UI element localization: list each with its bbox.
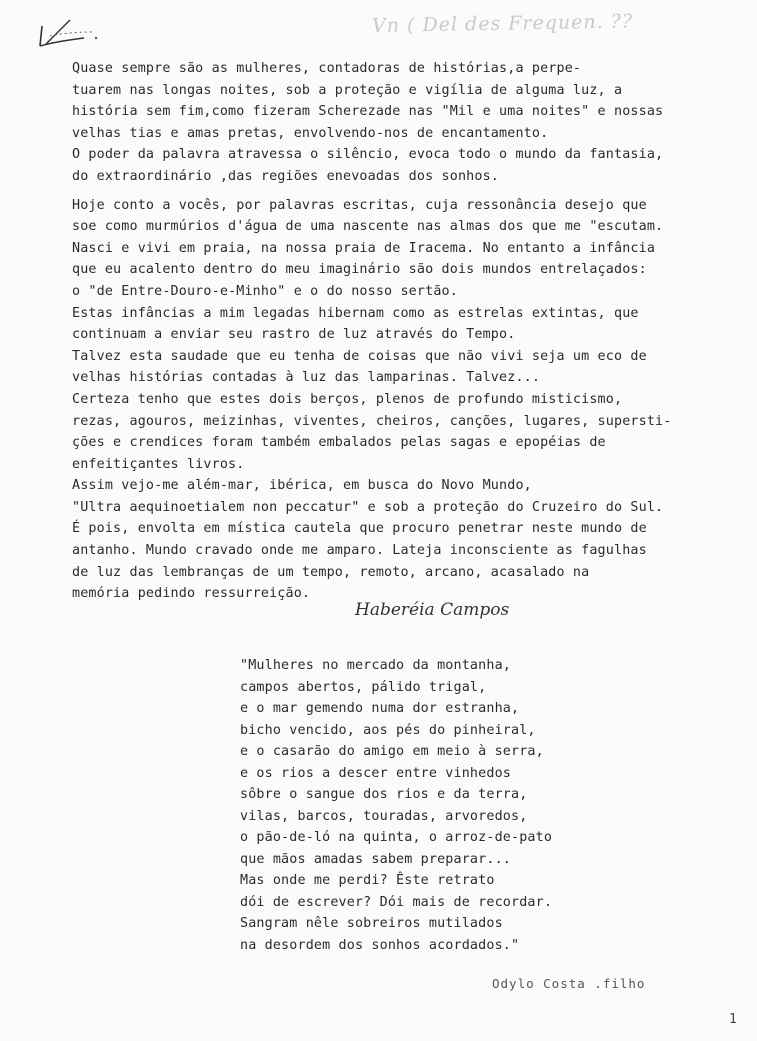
prose-line: o "de Entre-Douro-e-Minho" e o do nosso sertão. — [72, 283, 458, 299]
page-number: 1 — [729, 1012, 737, 1027]
poem-line: campos abertos, pálido trigal, — [240, 679, 487, 695]
poem-line: vilas, barcos, touradas, arvoredos, — [240, 808, 528, 824]
prose-line: soe como murmúrios d'água de uma nascente nas almas dos que me "escutam. — [72, 219, 664, 235]
prose-line: do extraordinário ,das regiões enevoadas dos sonhos. — [72, 168, 500, 184]
prose-line: O poder da palavra atravessa o silêncio, evoca todo o mundo da fantasia, — [72, 147, 664, 163]
handwritten-mark-icon — [34, 16, 104, 52]
poem-line: na desordem dos sonhos acordados." — [240, 937, 520, 953]
poem-line: Mas onde me perdi? Êste retrato — [240, 873, 495, 888]
prose-line: de luz das lembranças de um tempo, remoto, arcano, acasalado na — [72, 564, 590, 580]
prose-line: continuam a enviar seu rastro de luz através do Tempo. — [72, 327, 516, 343]
prose-line: velhas histórias contadas à luz das lamparinas. Talvez... — [72, 370, 541, 386]
prose-line: velhas tias e amas pretas, envolvendo-nos de encantamento. — [72, 125, 549, 141]
prose-line: antanho. Mundo cravado onde me amparo. Lateja inconsciente as fagulhas — [72, 543, 647, 559]
prose-line: Assim vejo-me além-mar, ibérica, em busca do Novo Mundo, — [72, 478, 532, 494]
poem-line: dói de escrever? Dói mais de recordar. — [240, 894, 553, 910]
prose-line: Talvez esta saudade que eu tenha de coisas que não vivi seja um eco de — [72, 348, 647, 364]
prose-line: enfeitiçantes livros. — [72, 456, 245, 472]
prose-line: rezas, agouros, meizinhas, viventes, cheiros, canções, lugares, supersti- — [72, 413, 672, 429]
prose-line: tuarem nas longas noites, sob a proteção e vigília de alguma luz, a — [72, 82, 623, 98]
poem-line: bicho vencido, aos pés do pinheiral, — [240, 722, 536, 738]
prose-line: Estas infâncias a mim legadas hibernam como as estrelas extintas, que — [72, 305, 639, 321]
poem-line: sôbre o sangue dos rios e da terra, — [240, 787, 528, 802]
poem-line: e o casarão do amigo em meio à serra, — [240, 744, 544, 759]
prose-line: Quase sempre são as mulheres, contadoras de histórias,a perpe- — [72, 61, 582, 76]
prose-line: que eu acalento dentro do meu imaginário são dois mundos entrelaçados: — [72, 262, 647, 278]
poem-line: Sangram nêle sobreiros mutilados — [240, 916, 503, 931]
poem-line: e o mar gemendo numa dor estranha, — [240, 701, 520, 716]
prose-line: ções e crendices foram também embalados pelas sagas e epopéias de — [72, 435, 606, 451]
prose-line: É pois, envolta em mística cautela que procuro penetrar neste mundo de — [72, 521, 647, 537]
author-signature: Haberéia Campos — [355, 600, 510, 620]
poem-epigraph — [240, 655, 660, 956]
poem-author: Odylo Costa .filho — [492, 976, 646, 991]
prose-line: Nasci e vivi em praia, na nossa praia de Iracema. No entanto a infância — [72, 240, 656, 256]
poem-line: que mãos amadas sabem preparar... — [240, 851, 511, 867]
handwritten-header-note: Vn ( Del des Frequen. ?? — [371, 10, 634, 37]
prose-line: memória pedindo ressurreição. — [72, 586, 311, 602]
prose-line: história sem fim,como fizeram Scherezade nas "Mil e uma noites" e nossas — [72, 104, 664, 120]
poem-line: "Mulheres no mercado da montanha, — [240, 658, 511, 673]
prose-line: Certeza tenho que estes dois berços, plenos de profundo misticismo, — [72, 391, 623, 407]
poem-line: o pão-de-ló na quinta, o arroz-de-pato — [240, 830, 553, 845]
prose-line: Hoje conto a vocês, por palavras escritas, cuja ressonância desejo que — [72, 197, 647, 213]
poem-line: e os rios a descer entre vinhedos — [240, 765, 511, 781]
prose-text — [72, 58, 722, 605]
prose-line: "Ultra aequinoetialem non peccatur" e sob a proteção do Cruzeiro do Sul. — [72, 499, 664, 515]
paragraph-gap — [72, 188, 722, 195]
